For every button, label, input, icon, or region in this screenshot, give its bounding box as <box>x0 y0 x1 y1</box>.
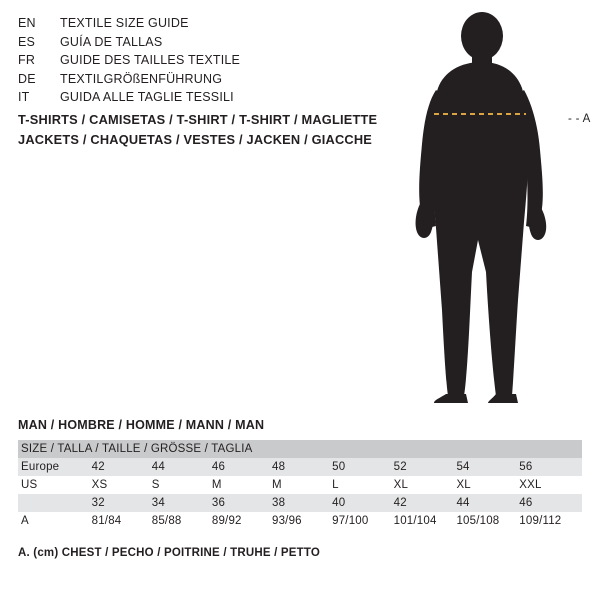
cell: XL <box>394 476 457 494</box>
cell: 46 <box>519 494 582 512</box>
cell: 42 <box>394 494 457 512</box>
cell: 81/84 <box>92 512 152 530</box>
table-row <box>18 458 582 476</box>
cell: XL <box>456 476 519 494</box>
language-code: DE <box>18 71 36 86</box>
table-row <box>18 494 582 512</box>
cell: 36 <box>212 494 272 512</box>
language-row <box>18 51 378 70</box>
cell: XXL <box>519 476 582 494</box>
row-label: US <box>18 476 92 494</box>
cell: 48 <box>272 458 332 476</box>
language-code: ES <box>18 34 36 49</box>
language-code: FR <box>18 53 36 67</box>
cell: S <box>152 476 212 494</box>
cell: 105/108 <box>456 512 519 530</box>
language-text: TEXTILE SIZE GUIDE <box>60 16 189 30</box>
row-label: A <box>18 512 92 530</box>
cell: XS <box>92 476 152 494</box>
language-text: TEXTILGRÖßENFÜHRUNG <box>60 71 223 86</box>
language-text: GUIDA ALLE TAGLIE TESSILI <box>60 90 234 104</box>
cell: 109/112 <box>519 512 582 530</box>
cell: 32 <box>92 494 152 512</box>
table-header-label: SIZE / TALLA / TAILLE / GRÖSSE / TAGLIA <box>18 440 582 458</box>
cell: 44 <box>456 494 519 512</box>
table-header-row <box>18 440 582 458</box>
cell: 38 <box>272 494 332 512</box>
cell: 101/104 <box>394 512 457 530</box>
language-row <box>18 88 378 107</box>
cell: 40 <box>332 494 393 512</box>
footnote: A. (cm) CHEST / PECHO / POITRINE / TRUHE / PETTO <box>18 547 321 559</box>
cell: 97/100 <box>332 512 393 530</box>
male-silhouette-icon <box>400 10 600 405</box>
cell: 44 <box>152 458 212 476</box>
cell: 52 <box>394 458 457 476</box>
cell: M <box>272 476 332 494</box>
language-code: IT <box>18 90 30 104</box>
language-row <box>18 33 378 52</box>
cell: L <box>332 476 393 494</box>
category-block <box>18 110 418 150</box>
language-code: EN <box>18 16 36 30</box>
cell: 93/96 <box>272 512 332 530</box>
language-row <box>18 70 378 89</box>
table-title: MAN / HOMBRE / HOMME / MANN / MAN <box>18 418 265 432</box>
category-tshirts: T-SHIRTS / CAMISETAS / T-SHIRT / T-SHIRT / MAGLIETTE <box>18 112 378 127</box>
language-row <box>18 14 378 33</box>
table-row <box>18 512 582 530</box>
cell: 54 <box>456 458 519 476</box>
row-label <box>18 494 92 512</box>
cell: 85/88 <box>152 512 212 530</box>
table-row <box>18 476 582 494</box>
cell: 46 <box>212 458 272 476</box>
cell: M <box>212 476 272 494</box>
cell: 34 <box>152 494 212 512</box>
language-text: GUÍA DE TALLAS <box>60 34 163 49</box>
cell: 50 <box>332 458 393 476</box>
language-guide-block <box>18 14 378 107</box>
mannequin-figure <box>400 10 600 405</box>
category-jackets: JACKETS / CHAQUETAS / VESTES / JACKEN / GIACCHE <box>18 132 373 147</box>
row-label: Europe <box>18 458 92 476</box>
measure-label-a: - - A <box>568 113 591 125</box>
cell: 89/92 <box>212 512 272 530</box>
language-text: GUIDE DES TAILLES TEXTILE <box>60 53 241 67</box>
cell: 42 <box>92 458 152 476</box>
cell: 56 <box>519 458 582 476</box>
size-table <box>18 440 582 530</box>
